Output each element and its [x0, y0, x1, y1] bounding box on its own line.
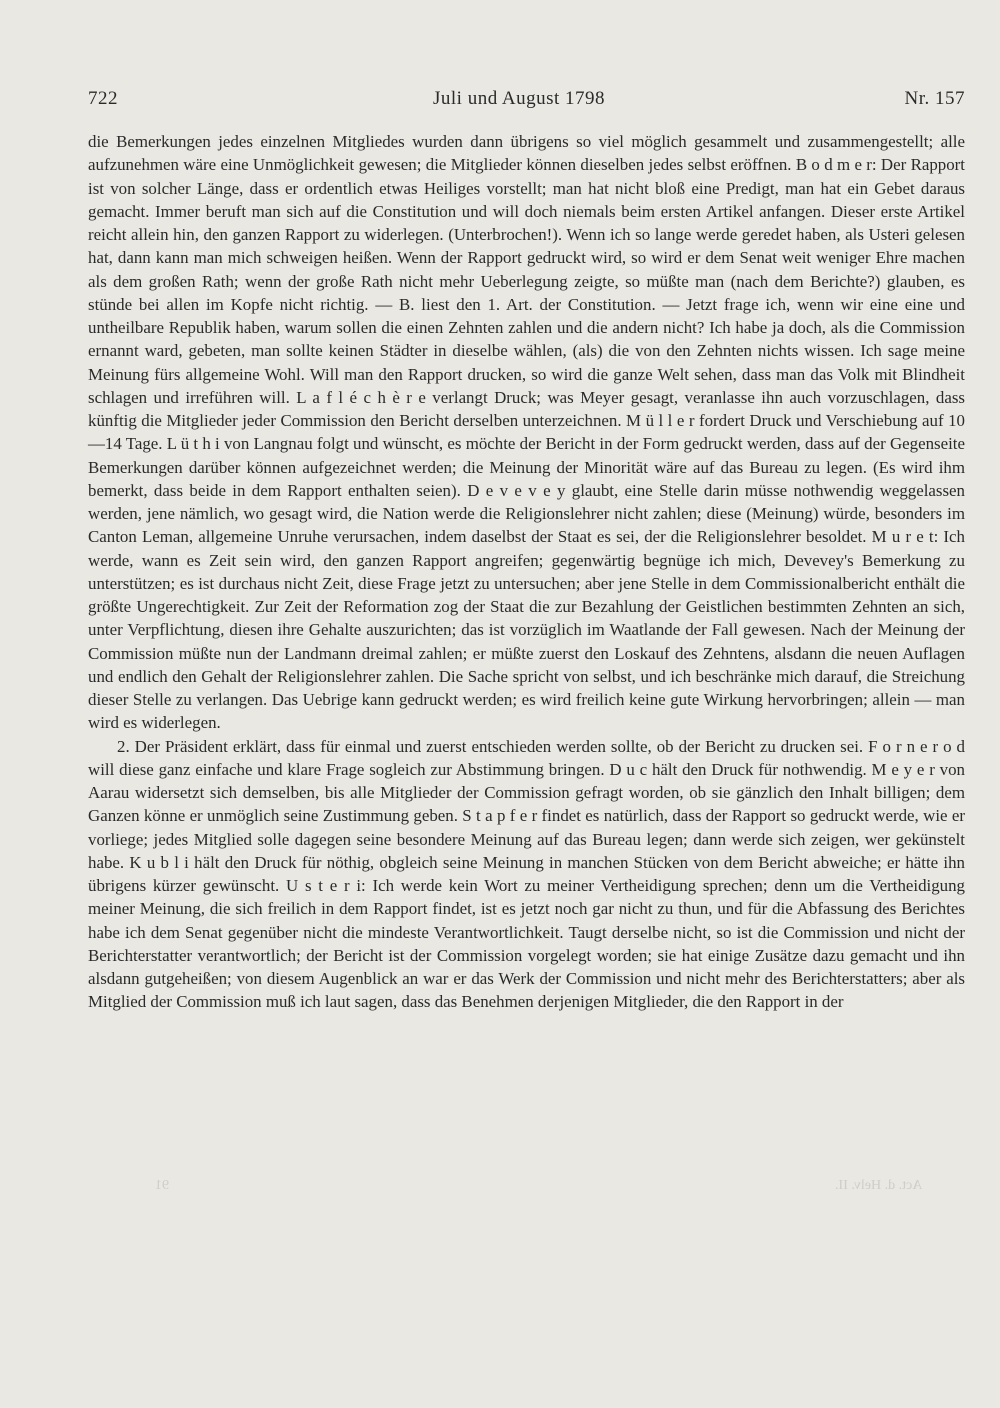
issue-number: Nr. 157 — [904, 88, 965, 109]
body-text — [88, 130, 965, 1014]
running-title: Juli und August 1798 — [433, 88, 606, 109]
page-header — [88, 88, 965, 116]
paragraph-1: die Bemerkungen jedes einzelnen Mitgliedes wurden dann übrigens so viel möglich gesammelt und zusammengestellt; alle aufzunehmen wäre eine Unmöglichkeit gewesen; die Mitglieder können dieselben jedes selbst eröffnen. B o d m e r: Der Rapport ist von solcher Länge, dass er ordentlich etwas Heiliges vorstellt; man hat nicht bloß eine Predigt, man hat ein Gebet daraus gemacht. Immer beruft man sich auf die Constitution und will doch niemals beim ersten Artikel anfangen. Dieser erste Artikel reicht allein hin, den ganzen Rapport zu widerlegen. (Unterbrochen!). Wenn ich so lange werde geredet haben, als Usteri gelesen hat, dann kann man mich schweigen heißen. Wenn der Rapport gedruckt wird, so wird er dem Senat weit weniger Ehre machen als dem großen Rath; wenn der große Rath nicht mehr Ueberlegung zeigte, so müßte man (nach dem Berichte?) glauben, es stünde bei allen im Kopfe nicht richtig. — B. liest den 1. Art. der Constitution. — Jetzt frage ich, wenn wir eine eine und untheilbare Republik haben, warum sollen die einen Zehnten zahlen und die andern nicht? Ich habe ja doch, als die Commission ernannt ward, gebeten, man sollte keinen Städter in dieselbe wählen, (als) die von den Zehnten nichts wissen. Ich sage meine Meinung fürs allgemeine Wohl. Will man den Rapport drucken, so wird die ganze Welt sehen, dass man das Volk mit Blindheit schlagen und irreführen will. L a f l é c h è r e verlangt Druck; was Meyer gesagt, veranlasse ihn auch vorzuschlagen, dass künftig die Mitglieder jeder Commission den Bericht derselben unterzeichnen. M ü l l e r fordert Druck und Verschiebung auf 10—14 Tage. L ü t h i von Langnau folgt und wünscht, es möchte der Bericht in der Form gedruckt werden, dass auf der Gegenseite Bemerkungen darüber können aufgezeichnet werden; die Meinung der Minorität wäre auf das Bureau zu legen. (Es wird ihm bemerkt, dass beide in dem Rapport enthalten seien). D e v e v e y glaubt, eine Stelle darin müsse nothwendig weggelassen werden, jene nämlich, wo gesagt wird, die Nation werde die Religionslehrer nicht zahlen; diese (Meinung) würde, besonders im Canton Leman, allgemeine Unruhe verursachen, indem daselbst der Staat es sei, der die Religionslehrer besoldet. M u r e t: Ich werde, wann es Zeit sein wird, den ganzen Rapport angreifen; gegenwärtig begnüge ich mich, Devevey's Bemerkung zu unterstützen; es ist durchaus nicht Zeit, diese Frage jetzt zu untersuchen; aber jene Stelle in dem Commissionalbericht enthält die größte Ungerechtigkeit. Zur Zeit der Reformation zog der Staat die zur Bezahlung der Geistlichen bestimmten Zehnten an sich, unter Verpflichtung, diesen ihre Gehalte auszurichten; das ist vorzüglich im Waatlande der Fall gewesen. Nach der Meinung der Commission müßte nun der Landmann dreimal zahlen; er müßte zuerst den Loskauf des Zehntens, alsdann die neuen Auflagen und endlich den Gehalt der Religionslehrer zahlen. Die Sache spricht von selbst, und ich beschränke mich darauf, die Streichung dieser Stelle zu verlangen. Das Uebrige kann gedruckt werden; es wird freilich keine gute Wirkung hervorbringen; allein — man wird es widerlegen. — [88, 132, 965, 733]
page-number: 722 — [88, 88, 118, 109]
bleed-through-text-left: 91 — [155, 1178, 169, 1193]
paragraph-2: 2. Der Präsident erklärt, dass für einmal und zuerst entschieden werden sollte, ob der Bericht zu drucken sei. F o r n e r o d will diese ganz einfache und klare Frage sogleich zur Abstimmung bringen. D u c hält den Druck für nothwendig. M e y e r von Aarau widersetzt sich demselben, bis alle Mitglieder der Commission gefragt worden, ob sie gänzlich den Inhalt billigen; dem Ganzen könne er unmöglich seine Zustimmung geben. S t a p f e r findet es natürlich, dass der Rapport so gedruckt werde, wie er vorliege; jedes Mitglied solle dagegen seine besondere Meinung auf das Bureau legen; dann werde sich zeigen, wer gekünstelt habe. K u b l i hält den Druck für nöthig, obgleich seine Meinung in manchen Stücken von dem Bericht abweiche; er hätte ihn übrigens kürzer gewünscht. U s t e r i: Ich werde kein Wort zu meiner Vertheidigung sprechen; denn um die Vertheidigung meiner Meinung, die sich freilich in dem Rapport findet, ist es jetzt noch gar nicht zu thun, und für die Abfassung des Berichtes habe ich dem Senat gegenüber nicht die mindeste Verantwortlichkeit. Taugt derselbe nicht, so ist die Commission und nicht der Berichterstatter verantwortlich; der Bericht ist der Commission vorgelegt worden; sie hat einige Zusätze dazu gemacht und ihn alsdann gutgeheißen; von diesem Augenblick an war er das Werk der Commission und nicht mehr des Berichterstatters; aber als Mitglied der Commission muß ich laut sagen, dass das Benehmen derjenigen Mitglieder, die den Rapport in der — [88, 736, 965, 1012]
bleed-through-text-right: Act. d. Helv. II. — [835, 1178, 923, 1193]
